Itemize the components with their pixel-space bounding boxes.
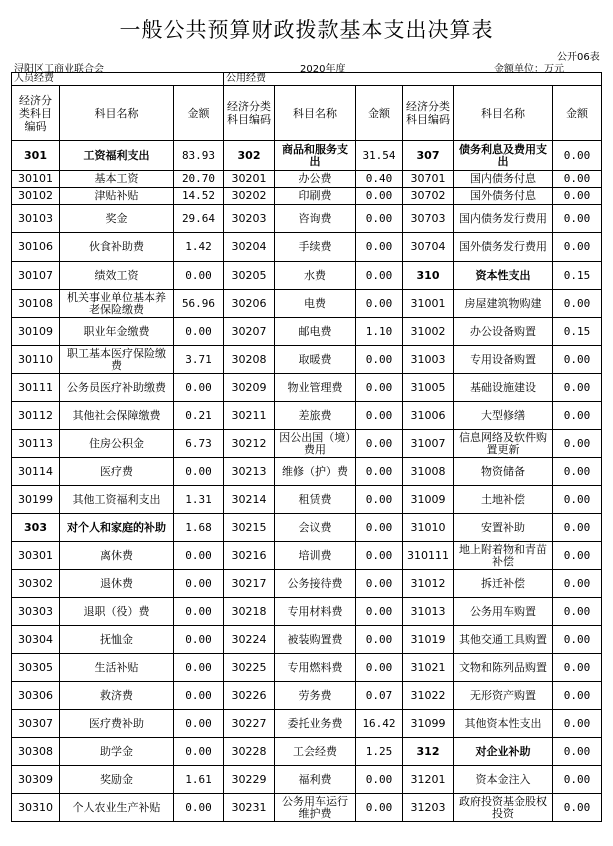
name-cell: 生活补贴: [60, 654, 174, 682]
amount-cell: 0.00: [553, 514, 602, 542]
name-cell: 文物和陈列品购置: [454, 654, 553, 682]
name-cell: 邮电费: [275, 318, 356, 346]
code-cell: 30224: [224, 626, 275, 654]
section-public: 公用经费: [224, 73, 602, 86]
header-name-2: 科目名称: [275, 86, 356, 141]
amount-cell: 1.61: [174, 766, 224, 794]
amount-unit: 金额单位：万元: [494, 64, 564, 75]
name-cell: 办公设备购置: [454, 318, 553, 346]
header-code-2: 经济分类科目编码: [224, 86, 275, 141]
name-cell: 其他工资福利支出: [60, 486, 174, 514]
code-cell: 31013: [403, 598, 454, 626]
table-row: [12, 430, 602, 458]
amount-cell: 0.00: [553, 205, 602, 233]
code-cell: 30216: [224, 542, 275, 570]
code-cell: 30202: [224, 188, 275, 205]
name-cell: 印刷费: [275, 188, 356, 205]
code-cell: 30305: [12, 654, 60, 682]
code-cell: 30107: [12, 262, 60, 290]
code-cell: 31002: [403, 318, 454, 346]
unit-name: 浔阳区工商业联合会: [14, 64, 104, 75]
table-row: [12, 290, 602, 318]
code-cell: 301: [12, 141, 60, 171]
code-cell: 31001: [403, 290, 454, 318]
amount-cell: 0.00: [553, 402, 602, 430]
header-name-1: 科目名称: [60, 86, 174, 141]
name-cell: 咨询费: [275, 205, 356, 233]
code-cell: 30701: [403, 171, 454, 188]
name-cell: 政府投资基金股权投资: [454, 794, 553, 822]
code-cell: 31005: [403, 374, 454, 402]
amount-cell: 0.00: [356, 570, 403, 598]
name-cell: 工会经费: [275, 738, 356, 766]
amount-cell: 1.25: [356, 738, 403, 766]
amount-cell: 0.00: [553, 458, 602, 486]
name-cell: 公务员医疗补助缴费: [60, 374, 174, 402]
code-cell: 30203: [224, 205, 275, 233]
name-cell: 其他交通工具购置: [454, 626, 553, 654]
header-amount-2: 金额: [356, 86, 403, 141]
name-cell: 水费: [275, 262, 356, 290]
code-cell: 30211: [224, 402, 275, 430]
table-row: [12, 626, 602, 654]
code-cell: 30213: [224, 458, 275, 486]
name-cell: 债务利息及费用支出: [454, 141, 553, 171]
amount-cell: 0.00: [356, 766, 403, 794]
amount-cell: 0.00: [356, 233, 403, 262]
name-cell: 抚恤金: [60, 626, 174, 654]
table-row: [12, 374, 602, 402]
code-cell: 30229: [224, 766, 275, 794]
table-row: [12, 318, 602, 346]
table-row: [12, 205, 602, 233]
table-row: [12, 346, 602, 374]
code-cell: 30108: [12, 290, 60, 318]
name-cell: 拆迁补偿: [454, 570, 553, 598]
amount-cell: 0.00: [174, 654, 224, 682]
code-cell: 30303: [12, 598, 60, 626]
amount-cell: 0.00: [553, 188, 602, 205]
code-cell: 310: [403, 262, 454, 290]
header-amount-1: 金额: [174, 86, 224, 141]
name-cell: 机关事业单位基本养老保险缴费: [60, 290, 174, 318]
code-cell: 30204: [224, 233, 275, 262]
amount-cell: 0.00: [174, 262, 224, 290]
name-cell: 安置补助: [454, 514, 553, 542]
name-cell: 培训费: [275, 542, 356, 570]
name-cell: 会议费: [275, 514, 356, 542]
header-row: [12, 86, 602, 141]
name-cell: 国内债务发行费用: [454, 205, 553, 233]
code-cell: 30703: [403, 205, 454, 233]
code-cell: 30113: [12, 430, 60, 458]
table-row: [12, 710, 602, 738]
table-row: [12, 682, 602, 710]
code-cell: 31203: [403, 794, 454, 822]
table-row: [12, 738, 602, 766]
name-cell: 物资储备: [454, 458, 553, 486]
amount-cell: 0.00: [174, 570, 224, 598]
table-row: [12, 598, 602, 626]
code-cell: 30228: [224, 738, 275, 766]
code-cell: 31008: [403, 458, 454, 486]
table-row: [12, 188, 602, 205]
code-cell: 30111: [12, 374, 60, 402]
amount-cell: 31.54: [356, 141, 403, 171]
table-row: [12, 654, 602, 682]
name-cell: 无形资产购置: [454, 682, 553, 710]
name-cell: 商品和服务支出: [275, 141, 356, 171]
name-cell: 差旅费: [275, 402, 356, 430]
name-cell: 委托业务费: [275, 710, 356, 738]
code-cell: 310111: [403, 542, 454, 570]
name-cell: 办公费: [275, 171, 356, 188]
amount-cell: 0.00: [356, 205, 403, 233]
code-cell: 31019: [403, 626, 454, 654]
name-cell: 福利费: [275, 766, 356, 794]
code-cell: 30226: [224, 682, 275, 710]
code-cell: 31201: [403, 766, 454, 794]
amount-cell: 0.15: [553, 262, 602, 290]
name-cell: 物业管理费: [275, 374, 356, 402]
amount-cell: 0.00: [553, 682, 602, 710]
code-cell: 30103: [12, 205, 60, 233]
name-cell: 取暖费: [275, 346, 356, 374]
code-cell: 30307: [12, 710, 60, 738]
code-cell: 30114: [12, 458, 60, 486]
name-cell: 救济费: [60, 682, 174, 710]
name-cell: 医疗费: [60, 458, 174, 486]
code-cell: 30702: [403, 188, 454, 205]
code-cell: 31022: [403, 682, 454, 710]
code-cell: 30208: [224, 346, 275, 374]
name-cell: 公务接待费: [275, 570, 356, 598]
amount-cell: 83.93: [174, 141, 224, 171]
code-cell: 30217: [224, 570, 275, 598]
code-cell: 31099: [403, 710, 454, 738]
amount-cell: 1.10: [356, 318, 403, 346]
amount-cell: 0.00: [174, 682, 224, 710]
code-cell: 30209: [224, 374, 275, 402]
amount-cell: 29.64: [174, 205, 224, 233]
code-cell: 30231: [224, 794, 275, 822]
table-row: [12, 233, 602, 262]
name-cell: 房屋建筑物购建: [454, 290, 553, 318]
name-cell: 退休费: [60, 570, 174, 598]
name-cell: 大型修缮: [454, 402, 553, 430]
amount-cell: 0.00: [174, 374, 224, 402]
amount-cell: 0.00: [356, 626, 403, 654]
name-cell: 医疗费补助: [60, 710, 174, 738]
header-amount-3: 金额: [553, 86, 602, 141]
amount-cell: 0.00: [553, 794, 602, 822]
code-cell: 30214: [224, 486, 275, 514]
table-row: [12, 141, 602, 171]
amount-cell: 0.00: [553, 346, 602, 374]
name-cell: 津贴补贴: [60, 188, 174, 205]
code-cell: 31003: [403, 346, 454, 374]
code-cell: 30205: [224, 262, 275, 290]
amount-cell: 0.00: [356, 486, 403, 514]
amount-cell: 0.00: [553, 290, 602, 318]
name-cell: 其他社会保障缴费: [60, 402, 174, 430]
table-row: [12, 542, 602, 570]
code-cell: 31007: [403, 430, 454, 458]
name-cell: 工资福利支出: [60, 141, 174, 171]
table-row: [12, 486, 602, 514]
amount-cell: 0.00: [174, 626, 224, 654]
name-cell: 公务用车购置: [454, 598, 553, 626]
amount-cell: 16.42: [356, 710, 403, 738]
amount-cell: 1.42: [174, 233, 224, 262]
name-cell: 助学金: [60, 738, 174, 766]
name-cell: 土地补偿: [454, 486, 553, 514]
code-cell: 30109: [12, 318, 60, 346]
name-cell: 被装购置费: [275, 626, 356, 654]
name-cell: 信息网络及软件购置更新: [454, 430, 553, 458]
code-cell: 30306: [12, 682, 60, 710]
name-cell: 基本工资: [60, 171, 174, 188]
amount-cell: 0.00: [174, 458, 224, 486]
amount-cell: 0.00: [356, 402, 403, 430]
name-cell: 离休费: [60, 542, 174, 570]
amount-cell: 0.00: [356, 542, 403, 570]
header-code-1: 经济分类科目编码: [12, 86, 60, 141]
name-cell: 手续费: [275, 233, 356, 262]
amount-cell: 0.00: [553, 598, 602, 626]
name-cell: 公务用车运行维护费: [275, 794, 356, 822]
amount-cell: 0.00: [174, 710, 224, 738]
code-cell: 30227: [224, 710, 275, 738]
code-cell: 30304: [12, 626, 60, 654]
amount-cell: 0.00: [174, 794, 224, 822]
name-cell: 国外债务付息: [454, 188, 553, 205]
amount-cell: 0.00: [174, 318, 224, 346]
amount-cell: 0.07: [356, 682, 403, 710]
amount-cell: 0.00: [553, 654, 602, 682]
name-cell: 资本性支出: [454, 262, 553, 290]
report-year: 2020年度: [300, 64, 346, 75]
table-row: [12, 570, 602, 598]
table-row: [12, 402, 602, 430]
code-cell: 30218: [224, 598, 275, 626]
amount-cell: 6.73: [174, 430, 224, 458]
amount-cell: 0.00: [174, 542, 224, 570]
name-cell: 个人农业生产补贴: [60, 794, 174, 822]
amount-cell: 0.00: [356, 290, 403, 318]
amount-cell: 0.00: [553, 570, 602, 598]
amount-cell: 0.00: [553, 430, 602, 458]
name-cell: 资本金注入: [454, 766, 553, 794]
name-cell: 国内债务付息: [454, 171, 553, 188]
expenditure-table: [11, 72, 602, 822]
code-cell: 30110: [12, 346, 60, 374]
code-cell: 30112: [12, 402, 60, 430]
name-cell: 国外债务发行费用: [454, 233, 553, 262]
amount-cell: 0.00: [356, 794, 403, 822]
code-cell: 30308: [12, 738, 60, 766]
amount-cell: 0.00: [356, 654, 403, 682]
amount-cell: 0.00: [356, 262, 403, 290]
code-cell: 30101: [12, 171, 60, 188]
amount-cell: 0.00: [356, 374, 403, 402]
table-row: [12, 458, 602, 486]
code-cell: 30106: [12, 233, 60, 262]
code-cell: 31012: [403, 570, 454, 598]
table-row: [12, 794, 602, 822]
amount-cell: 1.31: [174, 486, 224, 514]
name-cell: 职业年金缴费: [60, 318, 174, 346]
code-cell: 30704: [403, 233, 454, 262]
name-cell: 专用材料费: [275, 598, 356, 626]
amount-cell: 0.00: [174, 738, 224, 766]
name-cell: 奖励金: [60, 766, 174, 794]
name-cell: 租赁费: [275, 486, 356, 514]
name-cell: 维修（护）费: [275, 458, 356, 486]
table-row: [12, 171, 602, 188]
amount-cell: 0.00: [356, 598, 403, 626]
code-cell: 30302: [12, 570, 60, 598]
table-row: [12, 514, 602, 542]
name-cell: 电费: [275, 290, 356, 318]
amount-cell: 0.00: [553, 542, 602, 570]
code-cell: 30225: [224, 654, 275, 682]
amount-cell: 20.70: [174, 171, 224, 188]
code-cell: 30201: [224, 171, 275, 188]
amount-cell: 0.00: [553, 171, 602, 188]
name-cell: 地上附着物和青苗补偿: [454, 542, 553, 570]
name-cell: 因公出国（境）费用: [275, 430, 356, 458]
name-cell: 其他资本性支出: [454, 710, 553, 738]
name-cell: 绩效工资: [60, 262, 174, 290]
amount-cell: 56.96: [174, 290, 224, 318]
amount-cell: 0.21: [174, 402, 224, 430]
amount-cell: 0.00: [356, 514, 403, 542]
code-cell: 307: [403, 141, 454, 171]
code-cell: 31010: [403, 514, 454, 542]
name-cell: 劳务费: [275, 682, 356, 710]
amount-cell: 0.00: [553, 486, 602, 514]
code-cell: 31009: [403, 486, 454, 514]
header-name-3: 科目名称: [454, 86, 553, 141]
amount-cell: 0.00: [553, 766, 602, 794]
code-cell: 30215: [224, 514, 275, 542]
amount-cell: 0.00: [356, 430, 403, 458]
amount-cell: 0.00: [553, 141, 602, 171]
amount-cell: 14.52: [174, 188, 224, 205]
table-row: [12, 262, 602, 290]
name-cell: 专用设备购置: [454, 346, 553, 374]
amount-cell: 0.00: [553, 710, 602, 738]
amount-cell: 0.00: [356, 346, 403, 374]
name-cell: 退职（役）费: [60, 598, 174, 626]
table-row: [12, 766, 602, 794]
name-cell: 住房公积金: [60, 430, 174, 458]
code-cell: 30199: [12, 486, 60, 514]
amount-cell: 1.68: [174, 514, 224, 542]
section-personnel: 人员经费: [12, 73, 224, 86]
amount-cell: 0.00: [553, 738, 602, 766]
code-cell: 303: [12, 514, 60, 542]
code-cell: 30310: [12, 794, 60, 822]
name-cell: 伙食补助费: [60, 233, 174, 262]
form-number: 公开06表: [557, 52, 600, 63]
amount-cell: 0.00: [174, 598, 224, 626]
code-cell: 31021: [403, 654, 454, 682]
code-cell: 30212: [224, 430, 275, 458]
code-cell: 302: [224, 141, 275, 171]
header-code-3: 经济分类科目编码: [403, 86, 454, 141]
amount-cell: 0.40: [356, 171, 403, 188]
code-cell: 30206: [224, 290, 275, 318]
amount-cell: 3.71: [174, 346, 224, 374]
amount-cell: 0.00: [356, 458, 403, 486]
name-cell: 基础设施建设: [454, 374, 553, 402]
amount-cell: 0.00: [553, 626, 602, 654]
name-cell: 职工基本医疗保险缴费: [60, 346, 174, 374]
code-cell: 30309: [12, 766, 60, 794]
name-cell: 对企业补助: [454, 738, 553, 766]
code-cell: 30301: [12, 542, 60, 570]
amount-cell: 0.00: [553, 374, 602, 402]
code-cell: 31006: [403, 402, 454, 430]
name-cell: 奖金: [60, 205, 174, 233]
code-cell: 30207: [224, 318, 275, 346]
amount-cell: 0.00: [553, 233, 602, 262]
name-cell: 对个人和家庭的补助: [60, 514, 174, 542]
report-title: 一般公共预算财政拨款基本支出决算表: [119, 18, 494, 42]
code-cell: 30102: [12, 188, 60, 205]
amount-cell: 0.00: [356, 188, 403, 205]
code-cell: 312: [403, 738, 454, 766]
amount-cell: 0.15: [553, 318, 602, 346]
name-cell: 专用燃料费: [275, 654, 356, 682]
